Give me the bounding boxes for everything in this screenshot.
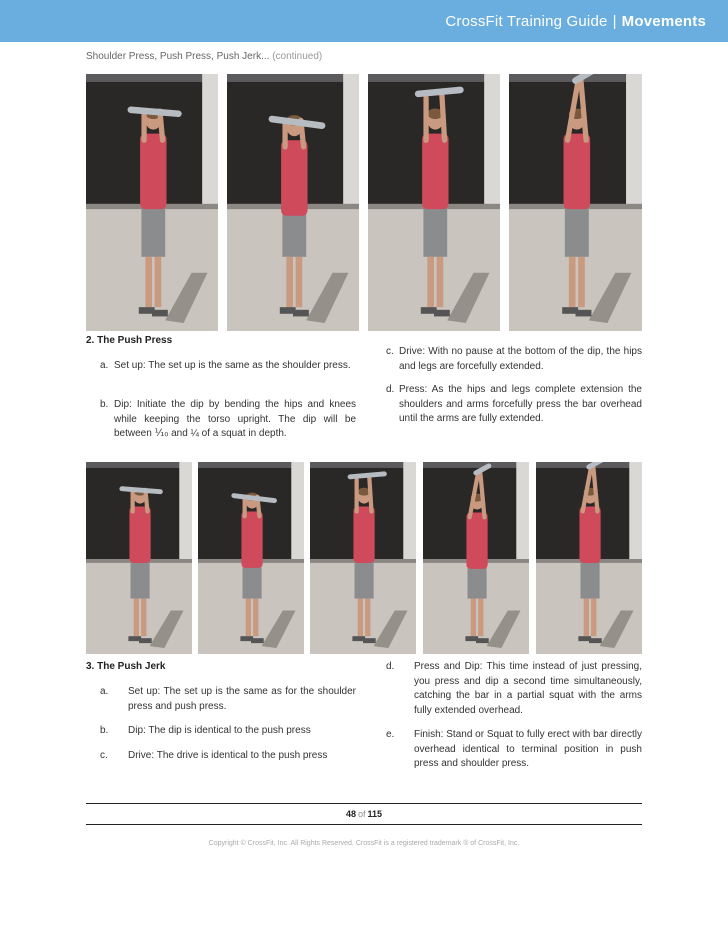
- item-text: Drive: The drive is identical to the push press: [128, 750, 328, 761]
- push-jerk-item-b: [100, 724, 356, 739]
- item-letter: d.: [386, 384, 395, 395]
- breadcrumb-text: Shoulder Press, Push Press, Push Jerk...: [86, 51, 270, 62]
- item-letter: c.: [386, 346, 394, 357]
- push-press-item-a: [100, 359, 356, 374]
- push-press-photo-2: [227, 74, 359, 331]
- push-jerk-item-a: [100, 685, 356, 714]
- push-jerk-item-d: [386, 660, 642, 718]
- push-jerk-photo-1: [86, 462, 192, 654]
- item-text: Set up: The set up is the same as for the shoulder press and push press.: [128, 686, 356, 712]
- push-press-title: 2. The Push Press: [86, 335, 173, 346]
- item-text: Press and Dip: This time instead of just pressing, you press and dip a second time simultaneously, catching the bar in a partial squat with the arms fully extended overhead.: [414, 661, 642, 716]
- breadcrumb: [86, 51, 322, 62]
- item-letter: c.: [100, 750, 108, 761]
- item-text: Dip: Initiate the dip by bending the hips and knees while keeping the torso upright. The dip will be between ⅒ and ¼ of a squat in depth.: [114, 399, 356, 439]
- push-press-item-b: [100, 398, 356, 442]
- header-title: [445, 13, 706, 30]
- header-separator: |: [612, 13, 617, 30]
- item-letter: a.: [100, 360, 109, 371]
- item-text: Drive: With no pause at the bottom of the dip, the hips and legs are forcefully extended.: [399, 346, 642, 372]
- item-letter: b.: [100, 399, 109, 410]
- page-current: 48: [345, 809, 356, 819]
- push-jerk-item-c: [100, 749, 356, 764]
- item-letter: e.: [386, 729, 395, 740]
- item-letter: b.: [100, 725, 109, 736]
- item-text: Dip: The dip is identical to the push press: [128, 725, 311, 736]
- push-jerk-title: 3. The Push Jerk: [86, 661, 166, 672]
- item-text: Set up: The set up is the same as the shoulder press.: [114, 360, 351, 371]
- section-name: Movements: [621, 13, 706, 30]
- item-letter: a.: [100, 686, 109, 697]
- page-total: 115: [367, 809, 383, 819]
- page-header: [0, 0, 728, 42]
- push-press-photo-4: [509, 74, 642, 331]
- breadcrumb-continued: (continued): [272, 51, 323, 62]
- push-press-photo-1: [86, 74, 218, 331]
- push-jerk-photo-5: [536, 462, 642, 654]
- item-letter: d.: [386, 661, 395, 672]
- push-press-item-d: [386, 383, 642, 427]
- push-press-photo-3: [368, 74, 500, 331]
- push-jerk-item-e: [386, 728, 642, 772]
- push-press-item-c: [386, 345, 642, 374]
- page-of: of: [357, 809, 366, 819]
- footer-rule-bottom: [86, 824, 642, 825]
- item-text: Press: As the hips and legs complete extension the shoulders and arms forcefully press the bar overhead until the arms are fully extended.: [399, 384, 642, 424]
- item-text: Finish: Stand or Squat to fully erect with bar directly overhead identical to terminal position in push press and shoulder press.: [414, 729, 642, 769]
- page-number: [0, 809, 728, 819]
- footer-rule-top: [86, 803, 642, 804]
- guide-name: CrossFit Training Guide: [445, 13, 608, 30]
- push-jerk-photo-2: [198, 462, 304, 654]
- copyright-notice: Copyright © CrossFit, Inc. All Rights Reserved. CrossFit is a registered trademark ® of CrossFit, Inc.: [208, 840, 520, 847]
- push-jerk-photo-4: [423, 462, 529, 654]
- push-jerk-photo-3: [310, 462, 416, 654]
